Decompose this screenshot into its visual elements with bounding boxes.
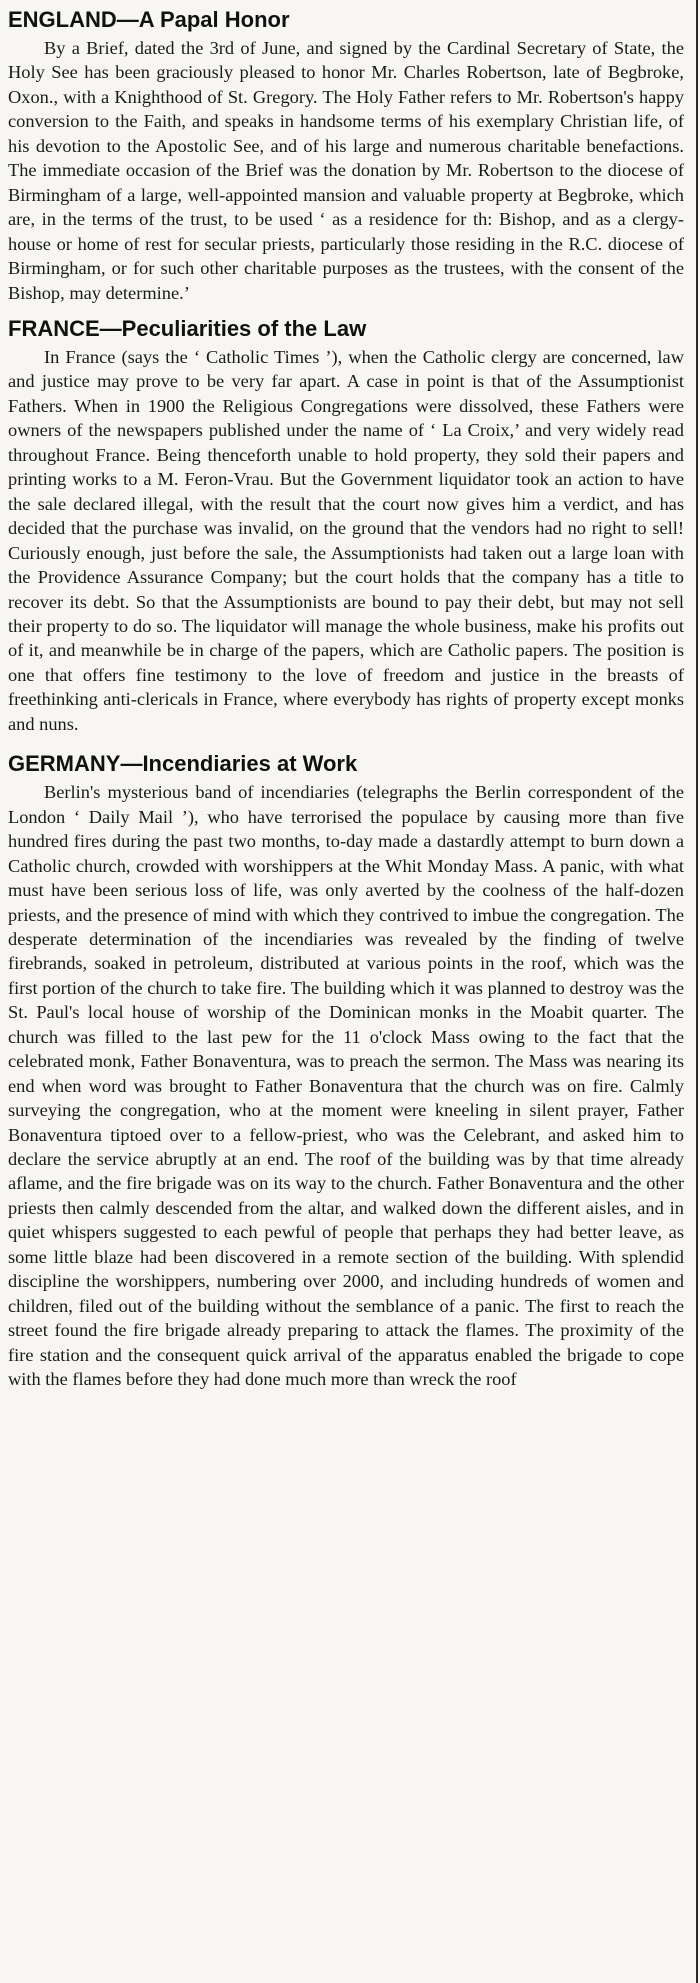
column-rule — [696, 0, 698, 1983]
article-body-england: By a Brief, dated the 3rd of June, and signed by the Cardinal Secretary of State, the Holy See has been graciously pleased to honor Mr. Charles Robertson, late of Begbroke, Oxon., with a Knighthood of St. Gregory. The Holy Father refers to Mr. Robertson's happy conversion to the Faith, and speaks in handsome terms of his exemplary Christian life, of his devotion to the Apostolic See, and of his large and numerous charitable benefactions. The immediate occasion of the Brief was the donation by Mr. Robertson to the diocese of Birmingham of a large, well-appointed mansion and valuable property at Begbroke, which are, in the terms of the trust, to be used ‘ as a residence for th: Bishop, and as a clergy-house or home of rest for secular priests, particularly those residing in the R.C. diocese of Birmingham, or for such other charitable purposes as the trustees, with the consent of the Bishop, may determine.’ — [8, 38, 684, 303]
article-body-france: In France (says the ‘ Catholic Times ’), when the Catholic clergy are concerned, law and justice may prove to be very far apart. A case in point is that of the Assumptionist Fathers. When in 1900 the Religious Congregations were dissolved, these Fathers were owners of the newspapers published under the name of ‘ La Croix,’ and very widely read throughout France. Being thenceforth unable to hold property, they sold their papers and printing works to a M. Feron-Vrau. But the Government liquidator took an action to have the sale declared illegal, with the result that the court now gives him a verdict, and has decided that the purchase was invalid, on the ground that the vendors had no right to sell! Curiously enough, just before the sale, the Assumptionists had taken out a large loan with the Providence Assurance Company; but the court holds that the company has a title to recover its debt. So that the Assumptionists are bound to pay their debt, but may not sell their property to do so. The liquidator will manage the whole business, make his profits out of it, and meanwhile be in charge of the papers, which are Catholic papers. The position is one that offers fine testimony to the love of freedom and justice in the breasts of freethinking anti-clericals in France, where everybody has rights of property except monks and nuns. — [8, 346, 684, 734]
headline-france: FRANCE—Peculiarities of the Law — [8, 315, 367, 341]
news-column — [8, 0, 684, 1392]
section-spacer — [8, 305, 684, 315]
article-england — [8, 6, 684, 305]
article-france — [8, 315, 684, 736]
article-germany — [8, 750, 684, 1391]
headline-england: ENGLAND—A Papal Honor — [8, 7, 290, 32]
article-body-germany: Berlin's mysterious band of incendiaries (telegraphs the Berlin correspondent of the London ‘ Daily Mail ’), who have terrorised the populace by causing more than five hundred fires during the past two months, to-day made a dastardly attempt to burn down a Catholic church, crowded with worshippers at the Whit Monday Mass. A panic, with what must have been serious loss of life, was only averted by the coolness of the half-dozen priests, and the presence of mind with which they contrived to imbue the congregation. The desperate determination of the incendiaries was revealed by the finding of twelve firebrands, soaked in petroleum, distributed at various points in the roof, which was the first portion of the church to take fire. The building which it was planned to destroy was the St. Paul's local house of worship of the Dominican monks in the Moabit quarter. The church was filled to the last pew for the 11 o'clock Mass owing to the fact that the celebrated monk, Father Bonaventura, was to preach the sermon. The Mass was nearing its end when word was brought to Father Bonaventura that the church was on fire. Calmly surveying the congregation, who at the moment were kneeling in silent prayer, Father Bonaventura tiptoed over to a fellow-priest, who was the Celebrant, and asked him to declare the service abruptly at an end. The roof of the building was by that time already aflame, and the fire brigade was on its way to the church. Father Bonaventura and the other priests then calmly descended from the altar, and walked down the different aisles, and in quiet whispers suggested to each pewful of people that perhaps they had better leave, as some little blaze had been discovered in a remote section of the building. With splendid discipline the worshippers, numbering over 2000, and including hundreds of women and children, filed out of the building without the semblance of a panic. The first to reach the street found the fire brigade already preparing to attack the flames. The proximity of the fire station and the consequent quick arrival of the apparatus enabled the brigade to cope with the flames before they had done much more than wreck the roof — [8, 782, 684, 1390]
section-spacer — [8, 736, 684, 750]
headline-germany: GERMANY—Incendiaries at Work — [8, 751, 358, 777]
